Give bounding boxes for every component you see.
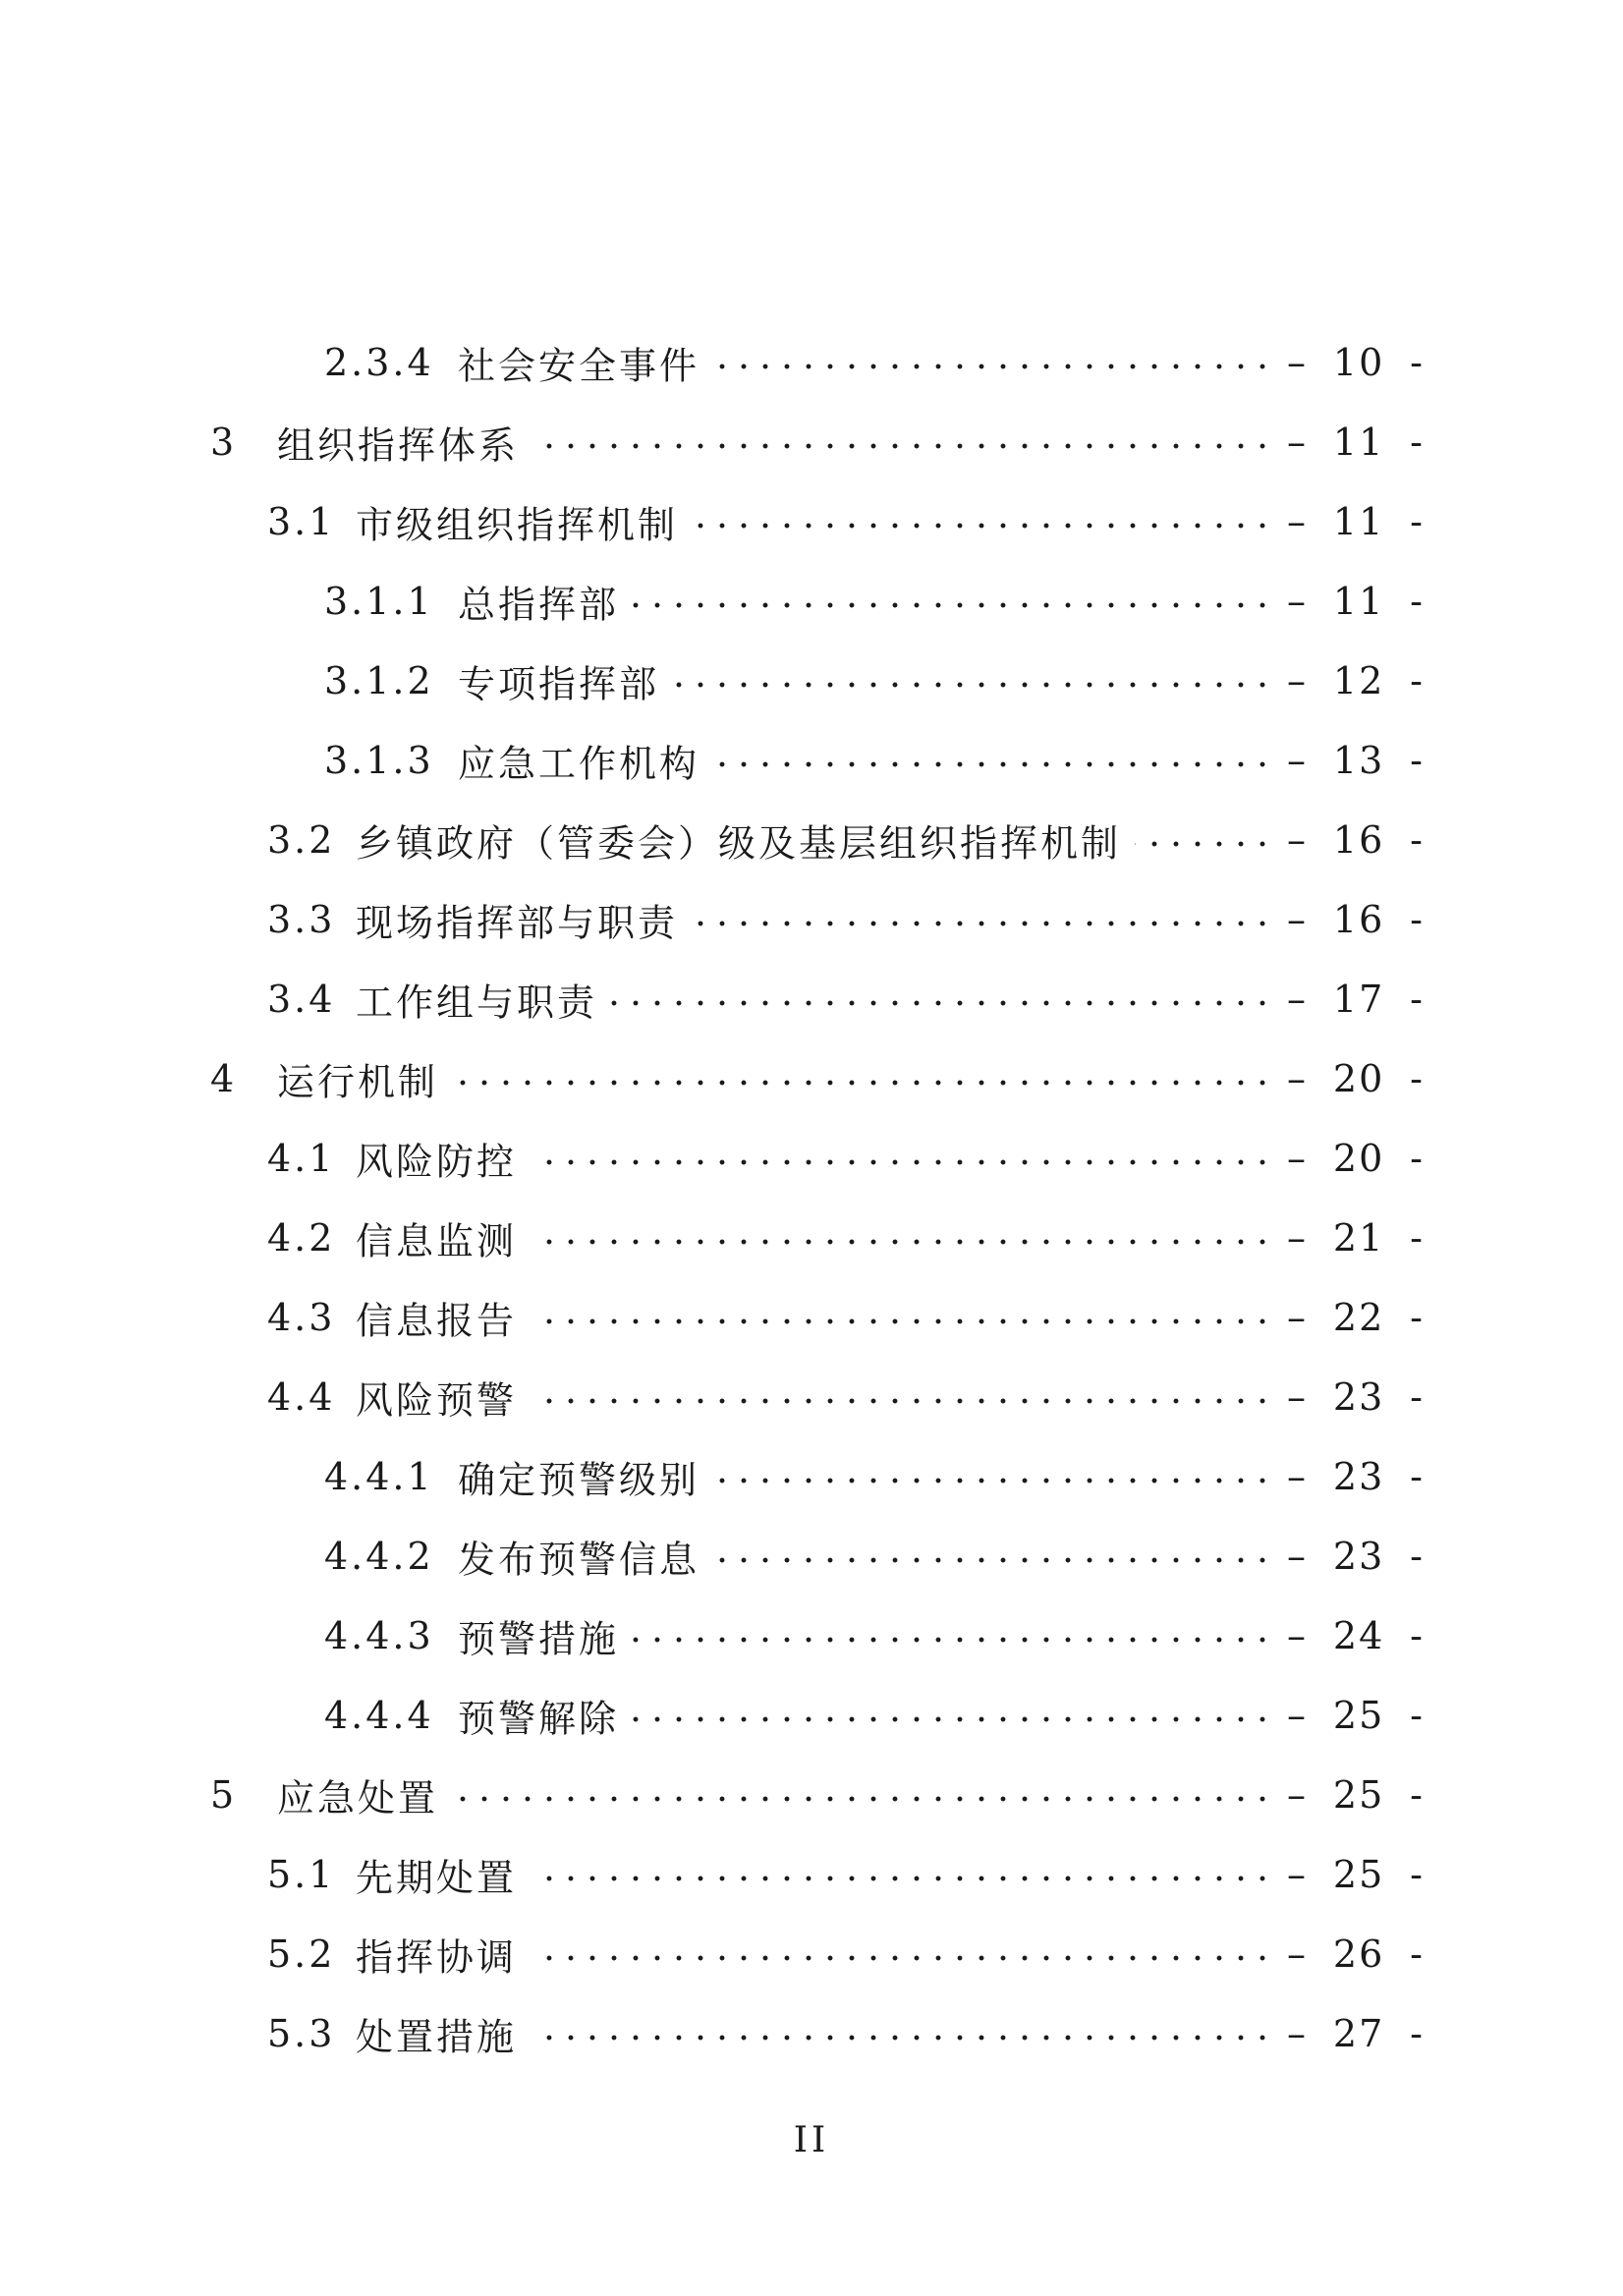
toc-entry-page xyxy=(1287,978,1425,1021)
toc-dot-leader xyxy=(713,755,1273,774)
toc-entry-page xyxy=(1287,1853,1425,1896)
toc-entry-number: 3 xyxy=(210,420,238,464)
toc-entry-page xyxy=(1287,1137,1425,1180)
toc-entry[interactable] xyxy=(0,720,1623,800)
page-dash-left: – xyxy=(1287,1693,1308,1737)
toc-entry-number: 3.1.3 xyxy=(324,738,434,782)
toc-entry[interactable] xyxy=(0,1516,1623,1596)
table-of-contents xyxy=(0,322,1623,2073)
toc-dot-leader xyxy=(1135,834,1273,854)
page-dash-right: - xyxy=(1410,1295,1425,1339)
toc-entry[interactable] xyxy=(0,1038,1623,1118)
toc-entry-title: 处置措施 xyxy=(356,2015,518,2058)
toc-entry[interactable] xyxy=(0,1834,1623,1914)
toc-dot-leader xyxy=(531,1869,1273,1888)
toc-dot-leader xyxy=(673,675,1273,695)
page-number: 24 xyxy=(1332,1613,1385,1657)
toc-entry[interactable] xyxy=(0,1675,1623,1755)
toc-entry-page xyxy=(1287,1694,1425,1737)
toc-entry-page xyxy=(1287,500,1425,543)
toc-entry-page xyxy=(1287,2012,1425,2055)
toc-entry-title: 指挥协调 xyxy=(356,1935,518,1979)
toc-entry[interactable] xyxy=(0,1118,1623,1198)
toc-entry[interactable] xyxy=(0,322,1623,402)
page-number: 16 xyxy=(1332,897,1385,941)
toc-entry-title: 信息监测 xyxy=(356,1219,518,1262)
page-dash-right: - xyxy=(1410,1056,1425,1100)
page-dash-right: - xyxy=(1410,340,1425,384)
page-dash-left: – xyxy=(1287,2011,1308,2055)
toc-dot-leader xyxy=(532,436,1273,456)
page-dash-right: - xyxy=(1410,1772,1425,1817)
page-dash-right: - xyxy=(1410,499,1425,543)
toc-entry-title: 专项指挥部 xyxy=(458,662,660,705)
toc-entry[interactable] xyxy=(0,641,1623,720)
toc-entry-number: 3.1 xyxy=(267,499,336,543)
page-dash-left: – xyxy=(1287,817,1308,862)
toc-entry[interactable] xyxy=(0,1198,1623,1277)
page-dash-left: – xyxy=(1287,1852,1308,1896)
toc-entry[interactable] xyxy=(0,1357,1623,1436)
toc-entry-page xyxy=(1287,898,1425,941)
page-number: 11 xyxy=(1332,499,1385,543)
page-number-footer: II xyxy=(793,2120,830,2160)
page-number: 26 xyxy=(1332,1932,1385,1976)
toc-entry-page xyxy=(1287,1773,1425,1817)
page-dash-right: - xyxy=(1410,1932,1425,1976)
toc-entry-number: 4 xyxy=(210,1056,238,1100)
toc-entry-number: 5.2 xyxy=(267,1932,336,1976)
page-number: 12 xyxy=(1332,658,1385,702)
page-dash-left: – xyxy=(1287,499,1308,543)
page-number: 25 xyxy=(1332,1693,1385,1737)
toc-entry-number: 4.4.1 xyxy=(324,1454,434,1498)
toc-entry-page xyxy=(1287,1057,1425,1100)
page-dash-right: - xyxy=(1410,420,1425,464)
page-number: 11 xyxy=(1332,579,1385,623)
page-dash-left: – xyxy=(1287,738,1308,782)
toc-entry-page xyxy=(1287,1455,1425,1498)
page-dash-right: - xyxy=(1410,579,1425,623)
toc-entry[interactable] xyxy=(0,800,1623,879)
page-dash-left: – xyxy=(1287,897,1308,941)
toc-entry-number: 4.4.3 xyxy=(324,1613,434,1657)
page-dash-left: – xyxy=(1287,1932,1308,1976)
toc-entry-title: 现场指挥部与职责 xyxy=(356,901,679,944)
toc-entry-number: 4.2 xyxy=(267,1215,336,1260)
toc-entry-number: 2.3.4 xyxy=(324,340,434,384)
toc-entry-number: 3.1.1 xyxy=(324,579,434,623)
page-dash-right: - xyxy=(1410,658,1425,702)
toc-entry-page xyxy=(1287,420,1425,464)
toc-entry-title: 发布预警信息 xyxy=(458,1538,700,1581)
page-dash-right: - xyxy=(1410,977,1425,1021)
page-number: 21 xyxy=(1332,1215,1385,1260)
toc-entry[interactable] xyxy=(0,1436,1623,1516)
page-number: 20 xyxy=(1332,1136,1385,1180)
toc-entry[interactable] xyxy=(0,1914,1623,1993)
toc-entry-title: 工作组与职责 xyxy=(356,980,598,1024)
toc-dot-leader xyxy=(713,1471,1273,1490)
toc-entry-number: 4.4 xyxy=(267,1374,336,1419)
toc-entry-title: 预警措施 xyxy=(458,1617,620,1660)
page-dash-left: – xyxy=(1287,1534,1308,1578)
toc-entry-title: 社会安全事件 xyxy=(458,344,700,387)
toc-entry-page xyxy=(1287,1375,1425,1419)
toc-dot-leader xyxy=(713,1550,1273,1570)
toc-entry-page xyxy=(1287,659,1425,702)
toc-entry-title: 应急处置 xyxy=(277,1776,439,1820)
toc-dot-leader xyxy=(531,1152,1273,1172)
toc-entry-title: 信息报告 xyxy=(356,1299,518,1342)
toc-entry[interactable] xyxy=(0,959,1623,1038)
page-dash-left: – xyxy=(1287,1454,1308,1498)
page-dash-right: - xyxy=(1410,1215,1425,1260)
page-dash-left: – xyxy=(1287,340,1308,384)
page-number: 23 xyxy=(1332,1534,1385,1578)
page-dash-left: – xyxy=(1287,1374,1308,1419)
page-dash-left: – xyxy=(1287,579,1308,623)
toc-dot-leader xyxy=(692,516,1273,535)
page-dash-left: – xyxy=(1287,1215,1308,1260)
toc-entry-title: 风险防控 xyxy=(356,1140,518,1183)
toc-dot-leader xyxy=(633,595,1273,615)
toc-dot-leader xyxy=(531,1391,1273,1411)
page-number: 10 xyxy=(1332,340,1385,384)
toc-entry-title: 运行机制 xyxy=(277,1060,439,1103)
toc-dot-leader xyxy=(611,993,1273,1013)
page-dash-right: - xyxy=(1410,1374,1425,1419)
page-dash-left: – xyxy=(1287,977,1308,1021)
toc-entry-title: 风险预警 xyxy=(356,1378,518,1422)
page-dash-right: - xyxy=(1410,1136,1425,1180)
toc-dot-leader xyxy=(531,2028,1273,2047)
toc-entry[interactable] xyxy=(0,1755,1623,1834)
toc-entry[interactable] xyxy=(0,1596,1623,1675)
toc-entry-page xyxy=(1287,739,1425,782)
toc-entry[interactable] xyxy=(0,561,1623,641)
page-number: 27 xyxy=(1332,2011,1385,2055)
page-number: 25 xyxy=(1332,1772,1385,1817)
page-dash-right: - xyxy=(1410,817,1425,862)
toc-entry-title: 先期处置 xyxy=(356,1856,518,1899)
page-dash-left: – xyxy=(1287,420,1308,464)
toc-entry-page xyxy=(1287,1932,1425,1976)
page-dash-right: - xyxy=(1410,1693,1425,1737)
page-number: 11 xyxy=(1332,420,1385,464)
toc-dot-leader xyxy=(713,357,1273,376)
toc-entry-page xyxy=(1287,818,1425,862)
toc-entry[interactable] xyxy=(0,402,1623,481)
page-dash-right: - xyxy=(1410,1613,1425,1657)
page-dash-right: - xyxy=(1410,2011,1425,2055)
toc-entry-number: 3.2 xyxy=(267,817,336,862)
toc-dot-leader xyxy=(692,914,1273,933)
toc-dot-leader xyxy=(531,1232,1273,1252)
toc-entry-page xyxy=(1287,1535,1425,1578)
page-dash-right: - xyxy=(1410,1852,1425,1896)
page-dash-left: – xyxy=(1287,1295,1308,1339)
page-number: 22 xyxy=(1332,1295,1385,1339)
page-dash-left: – xyxy=(1287,1136,1308,1180)
toc-dot-leader xyxy=(633,1630,1273,1650)
toc-dot-leader xyxy=(531,1312,1273,1331)
toc-entry[interactable] xyxy=(0,1993,1623,2073)
page-dash-left: – xyxy=(1287,658,1308,702)
toc-entry-number: 4.4.4 xyxy=(324,1693,434,1737)
page-dash-right: - xyxy=(1410,1534,1425,1578)
toc-entry-number: 5 xyxy=(210,1772,238,1817)
page-number: 25 xyxy=(1332,1852,1385,1896)
toc-entry-title: 确定预警级别 xyxy=(458,1458,700,1501)
toc-entry-page xyxy=(1287,1216,1425,1260)
page-number: 20 xyxy=(1332,1056,1385,1100)
page-dash-left: – xyxy=(1287,1772,1308,1817)
toc-entry-number: 3.3 xyxy=(267,897,336,941)
toc-entry-title: 乡镇政府（管委会）级及基层组织指挥机制 xyxy=(356,821,1122,865)
toc-entry[interactable] xyxy=(0,879,1623,959)
page-dash-left: – xyxy=(1287,1613,1308,1657)
page-dash-left: – xyxy=(1287,1056,1308,1100)
toc-entry-title: 市级组织指挥机制 xyxy=(356,503,679,546)
toc-entry-title: 应急工作机构 xyxy=(458,742,700,785)
toc-entry-title: 总指挥部 xyxy=(458,583,620,626)
toc-entry-number: 3.4 xyxy=(267,977,336,1021)
toc-entry-number: 4.3 xyxy=(267,1295,336,1339)
page-number: 23 xyxy=(1332,1454,1385,1498)
toc-dot-leader xyxy=(633,1709,1273,1729)
page-dash-right: - xyxy=(1410,1454,1425,1498)
page-number: 23 xyxy=(1332,1374,1385,1419)
page-number: 17 xyxy=(1332,977,1385,1021)
toc-entry-page xyxy=(1287,1614,1425,1657)
toc-entry-number: 5.1 xyxy=(267,1852,336,1896)
toc-dot-leader xyxy=(452,1789,1273,1809)
toc-entry-number: 3.1.2 xyxy=(324,658,434,702)
toc-entry-page xyxy=(1287,580,1425,623)
toc-dot-leader xyxy=(531,1948,1273,1968)
page-dash-right: - xyxy=(1410,897,1425,941)
toc-entry-title: 组织指挥体系 xyxy=(277,423,520,467)
toc-entry[interactable] xyxy=(0,1277,1623,1357)
toc-entry-number: 5.3 xyxy=(267,2011,336,2055)
page-number: 16 xyxy=(1332,817,1385,862)
toc-entry-page xyxy=(1287,341,1425,384)
toc-entry-number: 4.1 xyxy=(267,1136,336,1180)
toc-dot-leader xyxy=(452,1073,1273,1092)
page-number: 13 xyxy=(1332,738,1385,782)
toc-entry[interactable] xyxy=(0,481,1623,561)
toc-entry-title: 预警解除 xyxy=(458,1697,620,1740)
page-dash-right: - xyxy=(1410,738,1425,782)
toc-entry-number: 4.4.2 xyxy=(324,1534,434,1578)
toc-entry-page xyxy=(1287,1296,1425,1339)
